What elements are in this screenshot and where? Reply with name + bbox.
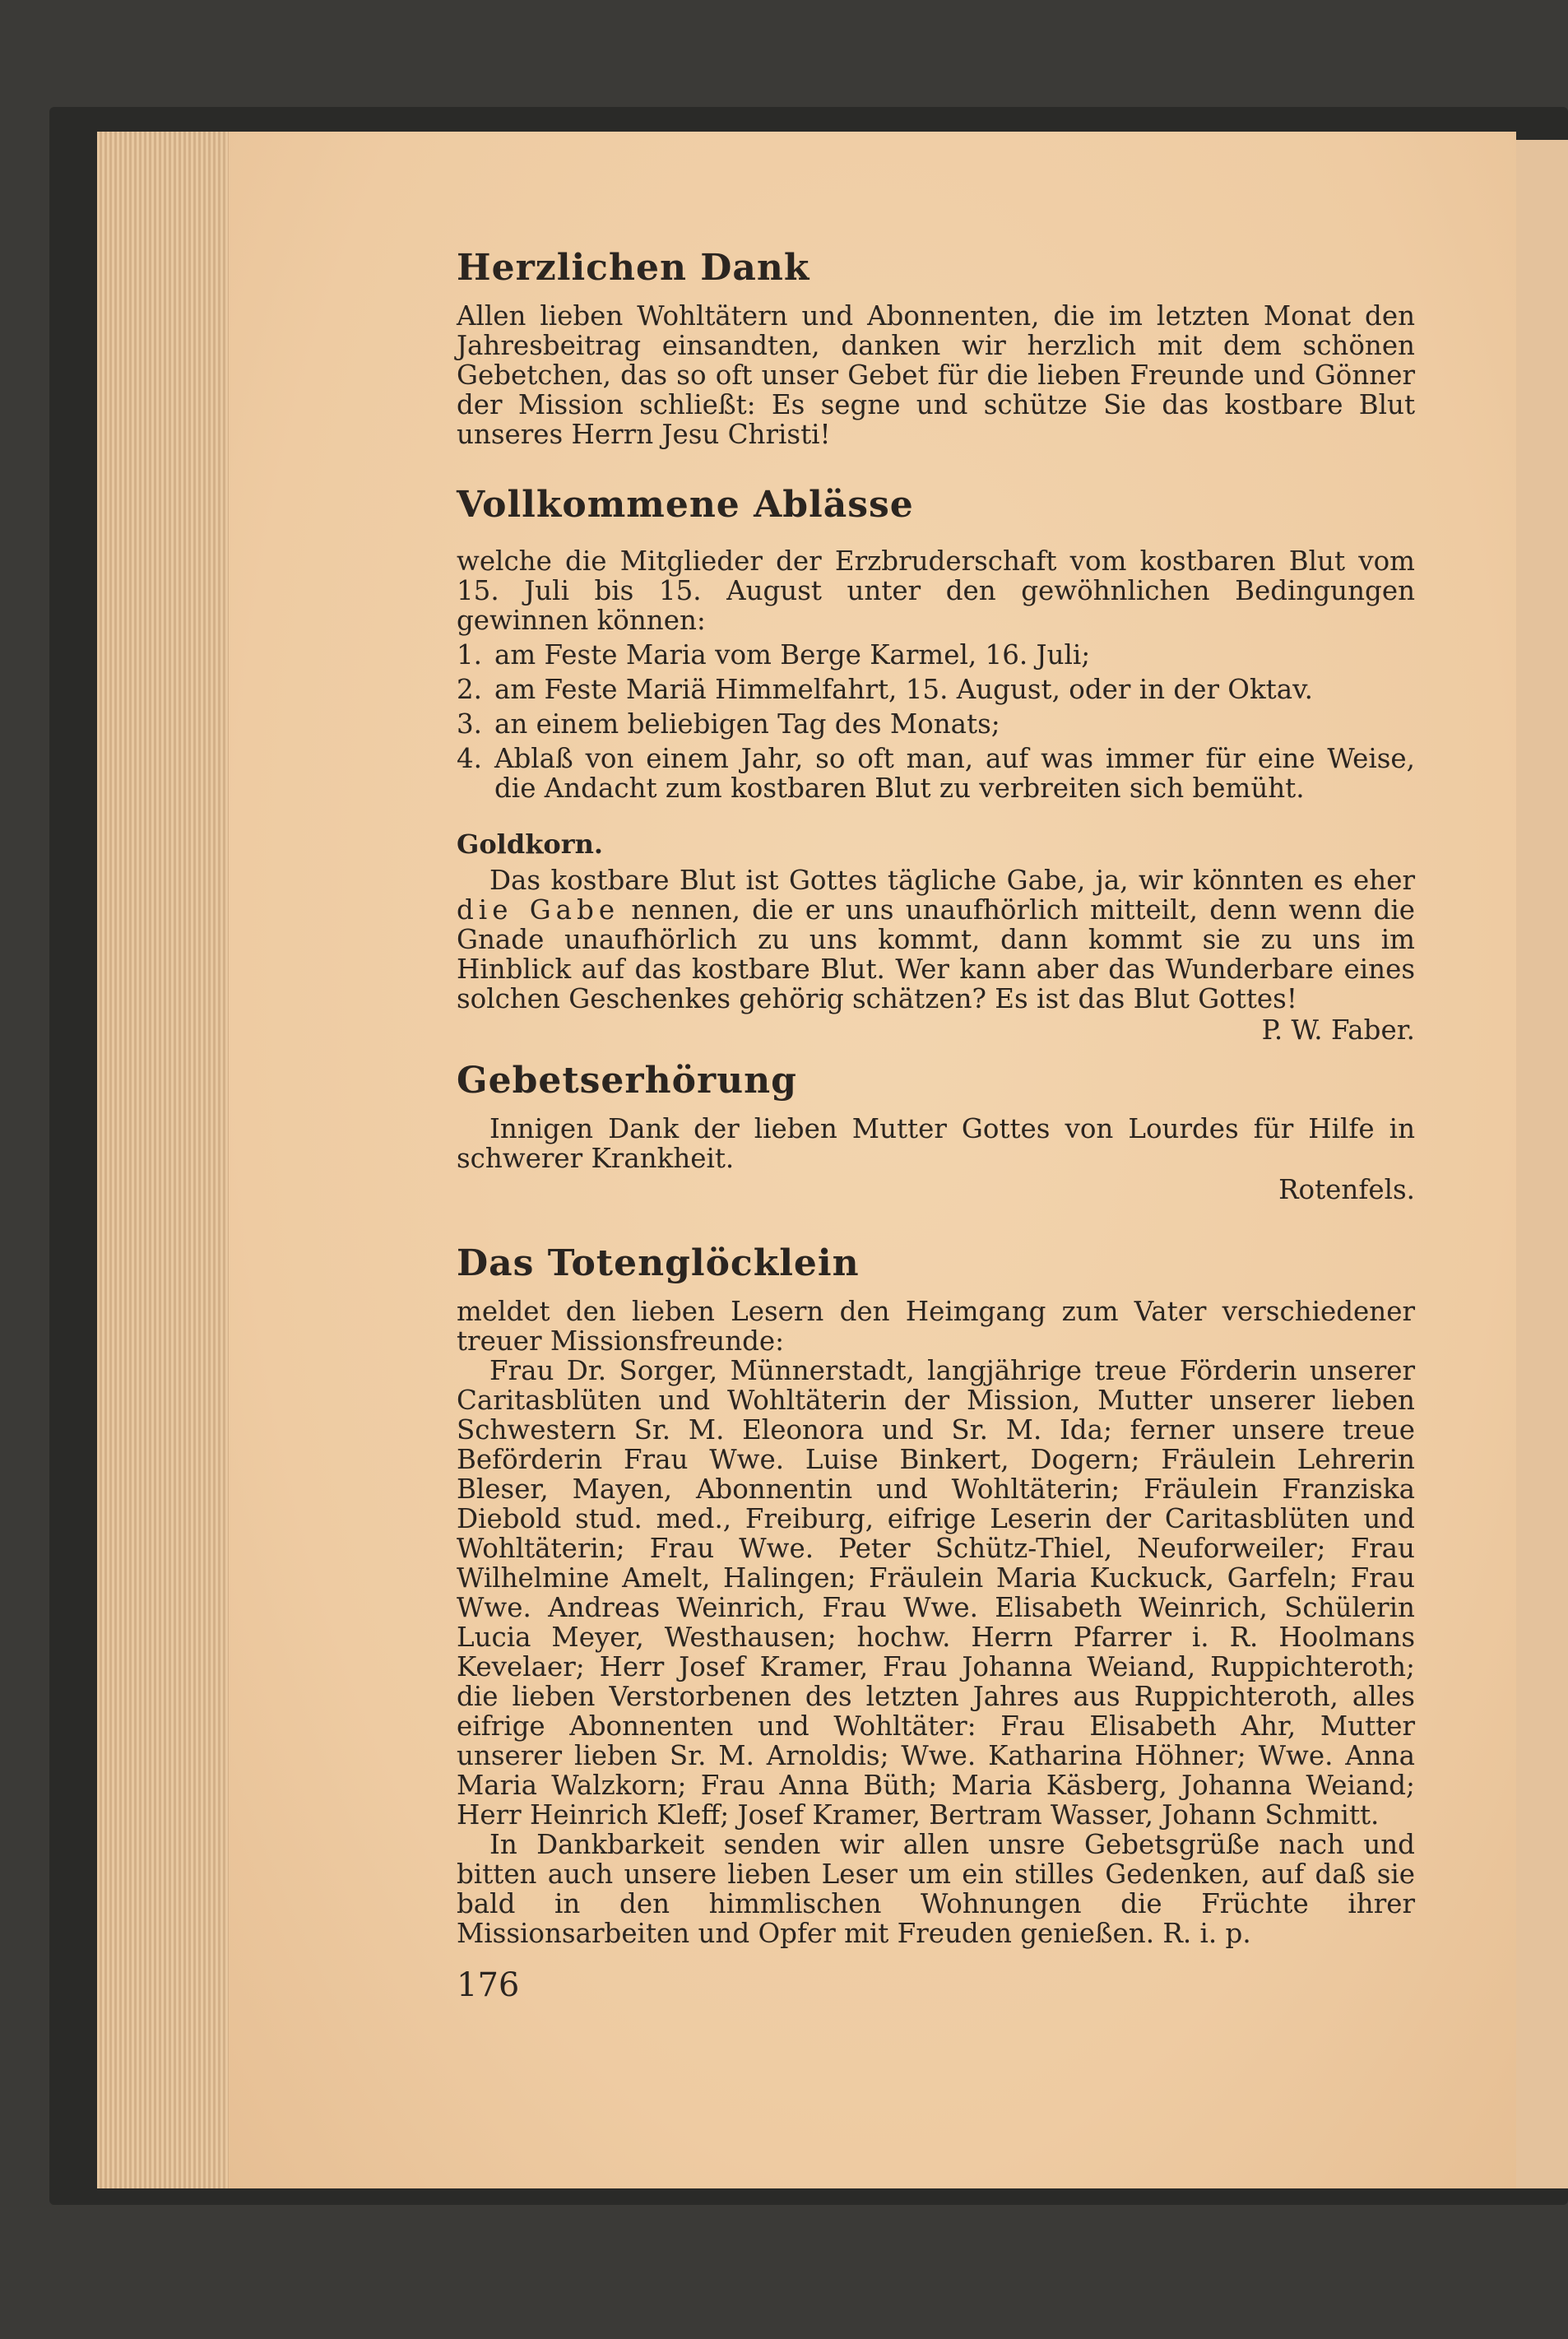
list-item [457,744,1415,803]
section-title-gebetserhoerung: Gebetserhörung [457,1060,797,1102]
list-item-text: am Feste Mariä Himmelfahrt, 15. August, oder in der Oktav. [494,674,1313,705]
section-title-toten: Das Totenglöcklein [457,1242,860,1284]
goldkorn-text-part2: nennen, die er uns unaufhörlich mitteilt, denn wenn die Gnade unaufhörlich zu uns kommt, dann kommt sie zu uns im Hinblick auf das kostbare Blut. Wer kann aber das Wunderbare eines solchen Geschenkes gehörig schätzen? Es ist das Blut Gottes! [457,894,1415,1014]
section-body-goldkorn [457,866,1415,1014]
section-closing-toten: In Dankbarkeit senden wir allen unsre Gebetsgrüße nach und bitten auch unsere lieben Leser um ein stilles Gedenken, auf daß sie bald in den himmlischen Wohnungen die Früchte ihrer Missionsarbeiten und Opfer mit Freuden genießen. R. i. p. [457,1829,1415,1949]
page-edges [97,132,245,2188]
gebetserhoerung-signature: Rotenfels. [1278,1174,1415,1205]
list-item-number: 3. [457,708,483,740]
section-body-dank: Allen lieben Wohltätern und Abonnenten, die im letzten Monat den Jahresbeitrag einsandten, danken wir herzlich mit dem schönen Gebetchen, das so oft unser Gebet für die lieben Freunde und Gönner der Mission schließt: Es segne und schütze Sie das kostbare Blut unseres Herrn Jesu Christi! [457,300,1415,450]
list-item-text: am Feste Maria vom Berge Karmel, 16. Juli; [494,639,1091,671]
section-title-goldkorn: Goldkorn. [457,828,603,860]
list-item [457,675,1415,704]
section-title-dank: Herzlichen Dank [457,247,810,289]
section-title-ablaesse: Vollkommene Ablässe [457,484,914,526]
list-item-number: 4. [457,743,483,774]
list-item-text: Ablaß von einem Jahr, so oft man, auf was immer für eine Weise, die Andacht zum kostbaren Blut zu verbreiten sich bemüht. [494,743,1415,804]
goldkorn-emphasis: die Gabe [457,894,620,926]
section-intro-ablaesse: welche die Mitglieder der Erzbruderschaft vom kostbaren Blut vom 15. Juli bis 15. August unter den gewöhnlichen Bedingungen gewinnen können: [457,545,1415,636]
page-number: 176 [457,1966,520,2004]
list-item-text: an einem beliebigen Tag des Monats; [494,708,1000,740]
section-intro-toten: meldet den lieben Lesern den Heimgang zum Vater verschiedener treuer Missionsfreunde: [457,1296,1415,1357]
ablaesse-list [457,640,1415,803]
facing-page-edge [1516,140,1568,2188]
page-content [457,247,1415,1948]
goldkorn-text-part1: Das kostbare Blut ist Gottes tägliche Gabe, ja, wir könnten es eher [489,865,1415,896]
list-item [457,640,1415,670]
list-item-number: 1. [457,639,483,671]
section-body-gebetserhoerung: Innigen Dank der lieben Mutter Gottes von Lourdes für Hilfe in schwerer Krankheit. [457,1113,1415,1174]
list-item [457,709,1415,739]
goldkorn-author: P. W. Faber. [1261,1014,1415,1046]
list-item-number: 2. [457,674,483,705]
section-body-toten: Frau Dr. Sorger, Münnerstadt, langjährige treue Förderin unserer Caritasblüten und Wohltäterin der Mission, Mutter unserer lieben Schwestern Sr. M. Eleonora und Sr. M. Ida; ferner unsere treue Beförderin Frau Wwe. Luise Binkert, Dogern; Fräulein Lehrerin Bleser, Mayen, Abonnentin und Wohltäterin; Fräulein Franziska Diebold stud. med., Freiburg, eifrige Leserin der Caritasblüten und Wohltäterin; Frau Wwe. Peter Schütz-Thiel, Neuforweiler; Frau Wilhelmine Amelt, Halingen; Fräulein Maria Kuckuck, Garfeln; Frau Wwe. Andreas Weinrich, Frau Wwe. Elisabeth Weinrich, Schülerin Lucia Meyer, Westhausen; hochw. Herrn Pfarrer i. R. Hoolmans Kevelaer; Herr Josef Kramer, Frau Johanna Weiand, Ruppichteroth; die lieben Verstorbenen des letzten Jahres aus Ruppichteroth, alles eifrige Abonnenten und Wohltäter: Frau Elisabeth Ahr, Mutter unserer lieben Sr. M. Arnoldis; Wwe. Katharina Höhner; Wwe. Anna Maria Walzkorn; Frau Anna Büth; Maria Käsberg, Johanna Weiand; Herr Heinrich Kleff; Josef Kramer, Bertram Wasser, Johann Schmitt. [457,1355,1415,1831]
